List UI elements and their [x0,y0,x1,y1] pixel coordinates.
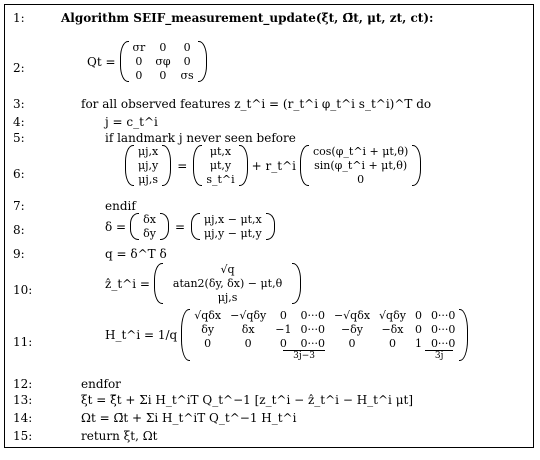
q-label: Qt = [87,54,116,69]
matrix-cell: σs [180,69,194,82]
matrix-cell: −1 [275,323,292,336]
matrix-cell: 0 [159,41,167,54]
line-number: 14: [13,411,33,425]
matrix-cell: 0 [414,323,422,336]
matrix-cell: −δy [340,323,364,336]
matrix-cell: √qδy [379,309,406,322]
omega-update: Ωt = Ω̄t + Σi H_t^iT Q_t^−1 H_t^i [81,411,297,425]
matrix-cell: 0···0 [430,337,456,350]
matrix-cell: −δx [381,323,404,336]
h-label: H_t^i = 1/q [105,328,178,342]
for-loop: for all observed features z_t^i = (r_t^i φ_t^i s_t^i)^T do [81,97,432,111]
return-statement: return ξt, Ωt [81,429,158,443]
assign-j: j = c_t^i [105,115,158,129]
matrix-cell: atan2(δy, δx) − μt,θ [172,277,283,290]
matrix-cell: −√qδy [230,309,267,322]
matrix-cell: 0···0 [300,337,325,350]
matrix-cell: 0 [348,337,356,350]
matrix-cell: 0 [135,69,143,82]
matrix-cell: μt,x [209,145,232,158]
matrix-cell: 0 [204,337,212,350]
line-number: 2: [13,61,25,75]
matrix-cell: 0 [357,173,365,186]
line-number: 15: [13,429,33,443]
h-matrix [181,309,468,361]
brace-label-3j-3: 3j−3 [283,350,325,361]
line-number: 6: [13,167,25,181]
matrix-cell: 0···0 [430,309,456,322]
q-matrix [120,41,207,82]
matrix-cell: μt,y [209,159,232,172]
mu-vector [193,145,247,186]
matrix-cell: δy [143,227,156,240]
matrix-cell: −√qδx [333,309,371,322]
matrix-cell: √q [220,263,235,276]
line-number: 4: [13,115,25,129]
line-number: 11: [13,335,33,349]
matrix-cell: 0 [279,337,287,350]
line-number: 3: [13,97,25,111]
endif: endif [105,199,136,213]
matrix-cell: 0 [414,309,422,322]
matrix-cell: 0 [388,337,396,350]
matrix-cell: σr [132,41,146,54]
zhat-label: ẑ_t^i = [105,276,150,291]
q-assign: q = δ^T δ [105,247,167,261]
algorithm-title: Algorithm SEIF_measurement_update(ξ̄t, Ω̄t, μt, zt, ct): [61,11,434,25]
line-number: 9: [13,247,25,261]
landmark-vector [125,145,171,186]
if-statement: if landmark j never seen before [105,131,296,145]
matrix-cell: μj,s [138,173,158,186]
matrix-cell: μj,y [138,159,159,172]
matrix-cell: 0···0 [430,323,456,336]
matrix-cell: μj,y − μt,y [204,227,262,240]
line-number: 8: [13,223,25,237]
line-number: 5: [13,131,25,145]
matrix-cell: δx [143,213,156,226]
matrix-cell: s_t^i [206,173,235,186]
matrix-cell: 0 [183,41,191,54]
matrix-cell: 0 [183,55,191,68]
matrix-cell: σφ [155,55,171,68]
brace-label-3j: 3j [425,350,454,361]
algorithm-box: 1: Algorithm SEIF_measurement_update(ξ̄t, Ω̄t, μt, zt, ct): 2: Qt = σr 0 0 0 σφ 0 0 0 σs 3: for all observed features z_t^i = (r_t^i φ_t^i s_t^i)^T do 4: j = c_t^i 5: if landmark j never seen before 6: μj,x μj,y μj,s = μt,x μt,y s_t^i + r_t^i cos(φ_t^i + μt,θ) sin(φ_t^i + μt,θ) 0 7: endif 8: δ = δx δy = μj,x − μt,x μj,y − μt,y 9: q = δ^T δ 10: ẑ_t^i = √q atan2(δy, δx) − μt,θ μj,s 11: H_t^i = 1/q √qδx −√qδy 0 0···0 −√qδx √qδy 0 0···0 δy δx −1 0···0 −δy −δx 0 0···0 0 0 0 0···0 0 0 1 0···0 3j−3 3j 12: endfor 13: ξt = ξ̄t + Σi H_t^iT Q_t^−1 [z_t^i − ẑ_t^i − H_t^i μt] 14: Ωt = Ω̄t + Σi H_t^iT Q_t^−1 H_t^i 15: return ξt, Ωt [4,4,534,448]
trig-vector [300,145,421,186]
plus-r: + r_t^i [251,158,296,173]
matrix-cell: cos(φ_t^i + μt,θ) [312,145,409,158]
line-number: 1: [13,11,25,25]
matrix-cell: δx [241,323,255,336]
matrix-cell: 0 [279,309,287,322]
matrix-cell: 0 [244,337,252,350]
line-number: 10: [13,283,33,297]
matrix-cell: μj,x [138,145,159,158]
matrix-cell: μj,x − μt,x [204,213,262,226]
delta-label: δ = [105,219,127,234]
zhat-vector [154,263,301,304]
line-number: 7: [13,199,25,213]
matrix-cell: 0···0 [300,309,325,322]
endfor: endfor [81,377,121,391]
matrix-cell: δy [201,323,215,336]
matrix-cell: √qδx [194,309,222,322]
matrix-cell: 0 [135,55,143,68]
matrix-cell: μj,s [217,291,238,304]
xi-update: ξt = ξ̄t + Σi H_t^iT Q_t^−1 [z_t^i − ẑ_t^i − H_t^i μt] [81,393,414,407]
matrix-cell: 0 [159,69,167,82]
matrix-cell: sin(φ_t^i + μt,θ) [314,159,408,172]
diff-vector [191,213,275,240]
matrix-cell: 0···0 [300,323,325,336]
delta-vector [130,213,169,240]
matrix-cell: 1 [414,337,422,350]
line-number: 13: [13,393,33,407]
line-number: 12: [13,377,33,391]
